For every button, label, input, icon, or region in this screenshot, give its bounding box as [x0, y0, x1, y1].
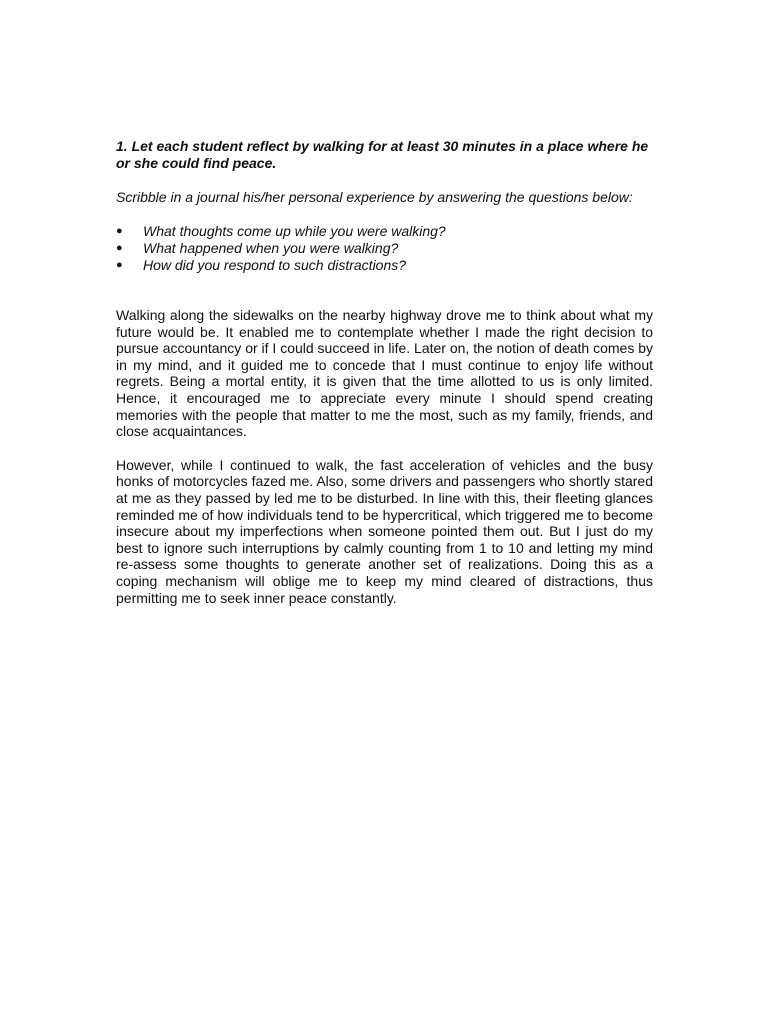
document-page [116, 138, 653, 623]
question-list [116, 223, 653, 274]
question-text: What thoughts come up while you were walking? [143, 223, 446, 239]
bullet-icon: ● [116, 225, 123, 237]
journal-prompt: Scribble in a journal his/her personal experience by answering the questions below: [116, 189, 633, 205]
bullet-icon: ● [116, 259, 123, 271]
reflection-essay [116, 307, 653, 606]
question-text: What happened when you were walking? [143, 240, 399, 256]
essay-paragraph: Walking along the sidewalks on the nearby highway drove me to think about what my future would be. It enabled me to contemplate whether I made the right decision to pursue accountancy or if I could succeed in life. Later on, the notion of death comes by in my mind, and it guided me to concede that I must continue to enjoy life without regrets. Being a mortal entity, it is given that the time allotted to us is only limited. Hence, it encouraged me to appreciate every minute I should spend creating memories with the people that matter to me the most, such as my family, friends, and close acquaintances. [116, 307, 653, 440]
question-text: How did you respond to such distractions? [143, 257, 407, 273]
list-item [116, 257, 653, 274]
list-item [116, 223, 653, 240]
instruction-heading: 1. Let each student reflect by walking for at least 30 minutes in a place where he or she could find peace. [116, 138, 649, 171]
list-item [116, 240, 653, 257]
bullet-icon: ● [116, 242, 123, 254]
essay-paragraph: However, while I continued to walk, the fast acceleration of vehicles and the busy honks of motorcycles fazed me. Also, some drivers and passengers who shortly stared at me as they passed by led me to be disturbed. In line with this, their fleeting glances reminded me of how individuals tend to be hypercritical, which triggered me to become insecure about my imperfections when someone pointed them out. But I just do my best to ignore such interruptions by calmly counting from 1 to 10 and letting my mind re-assess some thoughts to generate another set of realizations. Doing this as a coping mechanism will oblige me to keep my mind cleared of distractions, thus permitting me to seek inner peace constantly. [116, 456, 653, 606]
